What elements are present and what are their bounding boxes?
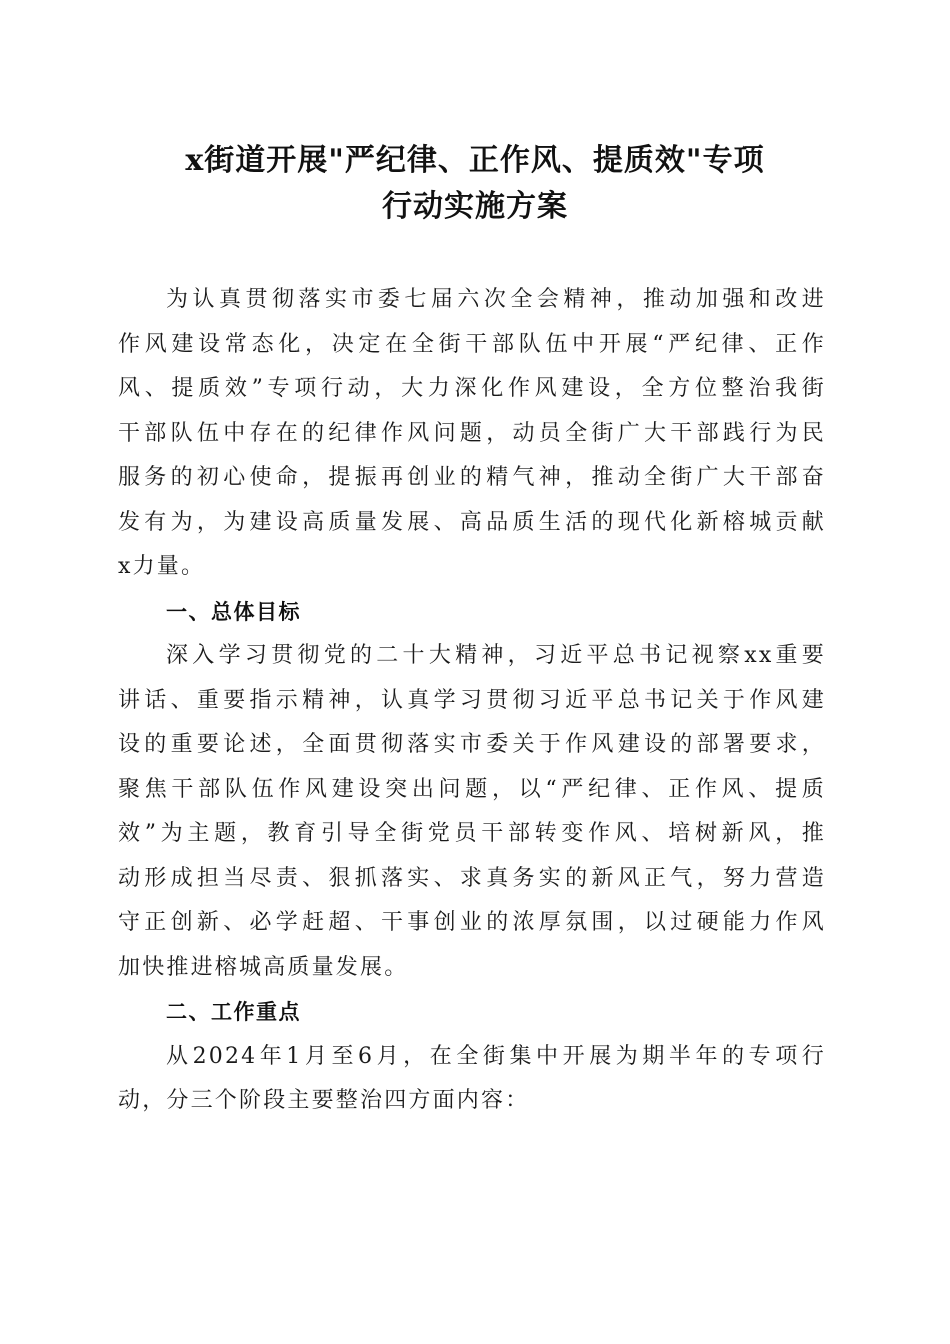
focus-paragraph — [118, 1035, 826, 1124]
intro-paragraph — [118, 278, 826, 590]
intro-line: 干部队伍中存在的纪律作风问题，动员全街广大干部践行为民 — [118, 420, 826, 446]
goals-line: 动形成担当尽责、狠抓落实、求真务实的新风正气，努力营造 — [118, 865, 826, 891]
goals-line: 设的重要论述，全面贯彻落实市委关于作风建设的部署要求， — [118, 732, 826, 757]
focus-line: 动，分三个阶段主要整治四方面内容： — [118, 1088, 530, 1113]
title-line-2: 行动实施方案 — [382, 189, 568, 224]
intro-line: 为认真贯彻落实市委七届六次全会精神，推动加强和改进 — [166, 287, 826, 312]
goals-line: 效”为主题，教育引导全街党员干部转变作风、培树新风，推 — [118, 821, 826, 846]
intro-line: x力量。 — [118, 554, 206, 579]
focus-line: 从2024年1月至6月，在全街集中开展为期半年的专项行 — [166, 1043, 826, 1069]
title-line-1: x街道开展"严纪律、正作风、提质效"专项 — [185, 143, 765, 178]
section-heading-goals: 一、总体目标 — [166, 599, 301, 624]
goals-line: 加快推进榕城高质量发展。 — [118, 954, 409, 980]
goals-paragraph — [118, 634, 826, 990]
goals-line: 聚焦干部队伍作风建设突出问题，以“严纪律、正作风、提质 — [118, 776, 826, 802]
goals-line: 守正创新、必学赶超、干事创业的浓厚氛围，以过硬能力作风 — [118, 910, 826, 935]
intro-line: 服务的初心使命，提振再创业的精气神，推动全街广大干部奋 — [118, 465, 826, 490]
intro-line: 发有为，为建设高质量发展、高品质生活的现代化新榕城贡献 — [118, 509, 826, 535]
goals-line: 讲话、重要指示精神，认真学习贯彻习近平总书记关于作风建 — [118, 687, 826, 713]
document-body — [118, 278, 826, 1124]
intro-line: 风、提质效”专项行动，大力深化作风建设，全方位整治我街 — [118, 376, 826, 401]
intro-line: 作风建设常态化，决定在全街干部队伍中开展“严纪律、正作 — [118, 331, 826, 357]
document-title — [100, 138, 850, 230]
section-heading-focus: 二、工作重点 — [166, 1000, 301, 1024]
goals-line: 深入学习贯彻党的二十大精神，习近平总书记视察xx重要 — [166, 643, 826, 668]
